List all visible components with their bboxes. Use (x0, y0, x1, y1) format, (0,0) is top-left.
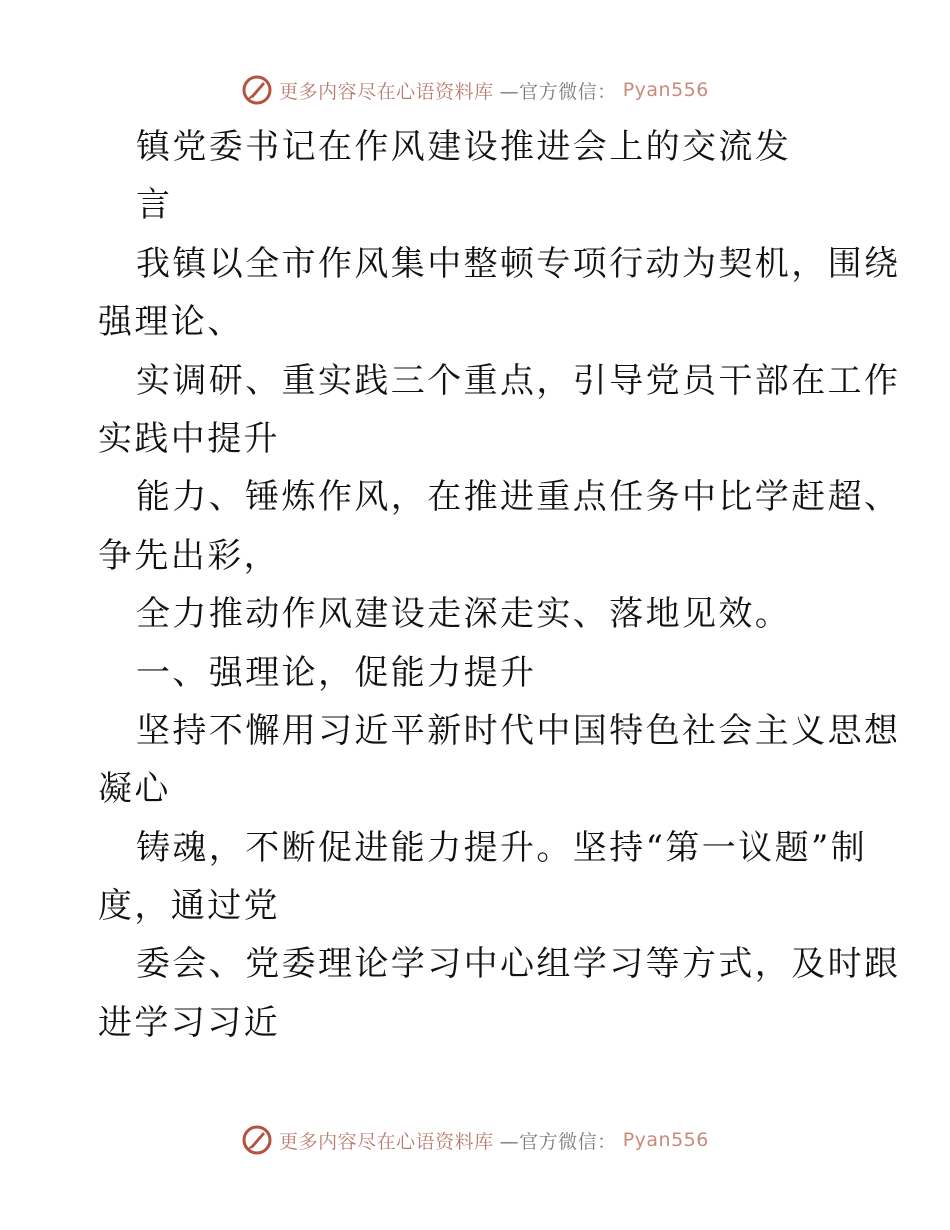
section-heading: 一、强理论，促能力提升 (136, 652, 537, 693)
body-line: 镇党委书记在作风建设推进会上的交流发 (136, 127, 792, 167)
watermark-official-label: —官方微信： (499, 80, 617, 103)
watermark-text: 更多内容尽在心语资料库 (279, 1130, 494, 1153)
document-body (98, 118, 901, 1052)
feather-logo-icon (241, 1124, 273, 1156)
body-line: 进学习习近 (98, 1002, 280, 1043)
body-line: 强理论、 (98, 302, 244, 343)
body-line: 实调研、重实践三个重点，引导党员干部在工作 (136, 360, 901, 401)
body-line: 我镇以全市作风集中整顿专项行动为契机，围绕 (136, 243, 901, 284)
body-line: 能力、锤炼作风，在推进重点任务中比学赶超、 (136, 477, 901, 518)
body-line: 委会、党委理论学习中心组学习等方式，及时跟 (136, 944, 901, 985)
body-line: 实践中提升 (98, 418, 280, 459)
feather-logo-icon (241, 74, 273, 106)
body-line: 全力推动作风建设走深走实、落地见效。 (136, 594, 792, 635)
watermark-text: 更多内容尽在心语资料库 (279, 80, 494, 103)
body-line: 争先出彩， (98, 535, 280, 576)
footer-watermark (0, 1120, 950, 1160)
watermark-wechat-id: Pyan556 (622, 79, 709, 101)
body-line: 铸魂，不断促进能力提升。坚持“第一议题”制 (136, 827, 868, 868)
body-line: 度，通过党 (98, 886, 280, 927)
body-line: 坚持不懈用习近平新时代中国特色社会主义思想 (136, 710, 901, 751)
body-line: 凝心 (98, 769, 171, 810)
header-watermark (0, 70, 950, 110)
watermark-wechat-id: Pyan556 (622, 1129, 709, 1151)
watermark-official-label: —官方微信： (499, 1130, 617, 1153)
body-line: 言 (136, 185, 173, 226)
